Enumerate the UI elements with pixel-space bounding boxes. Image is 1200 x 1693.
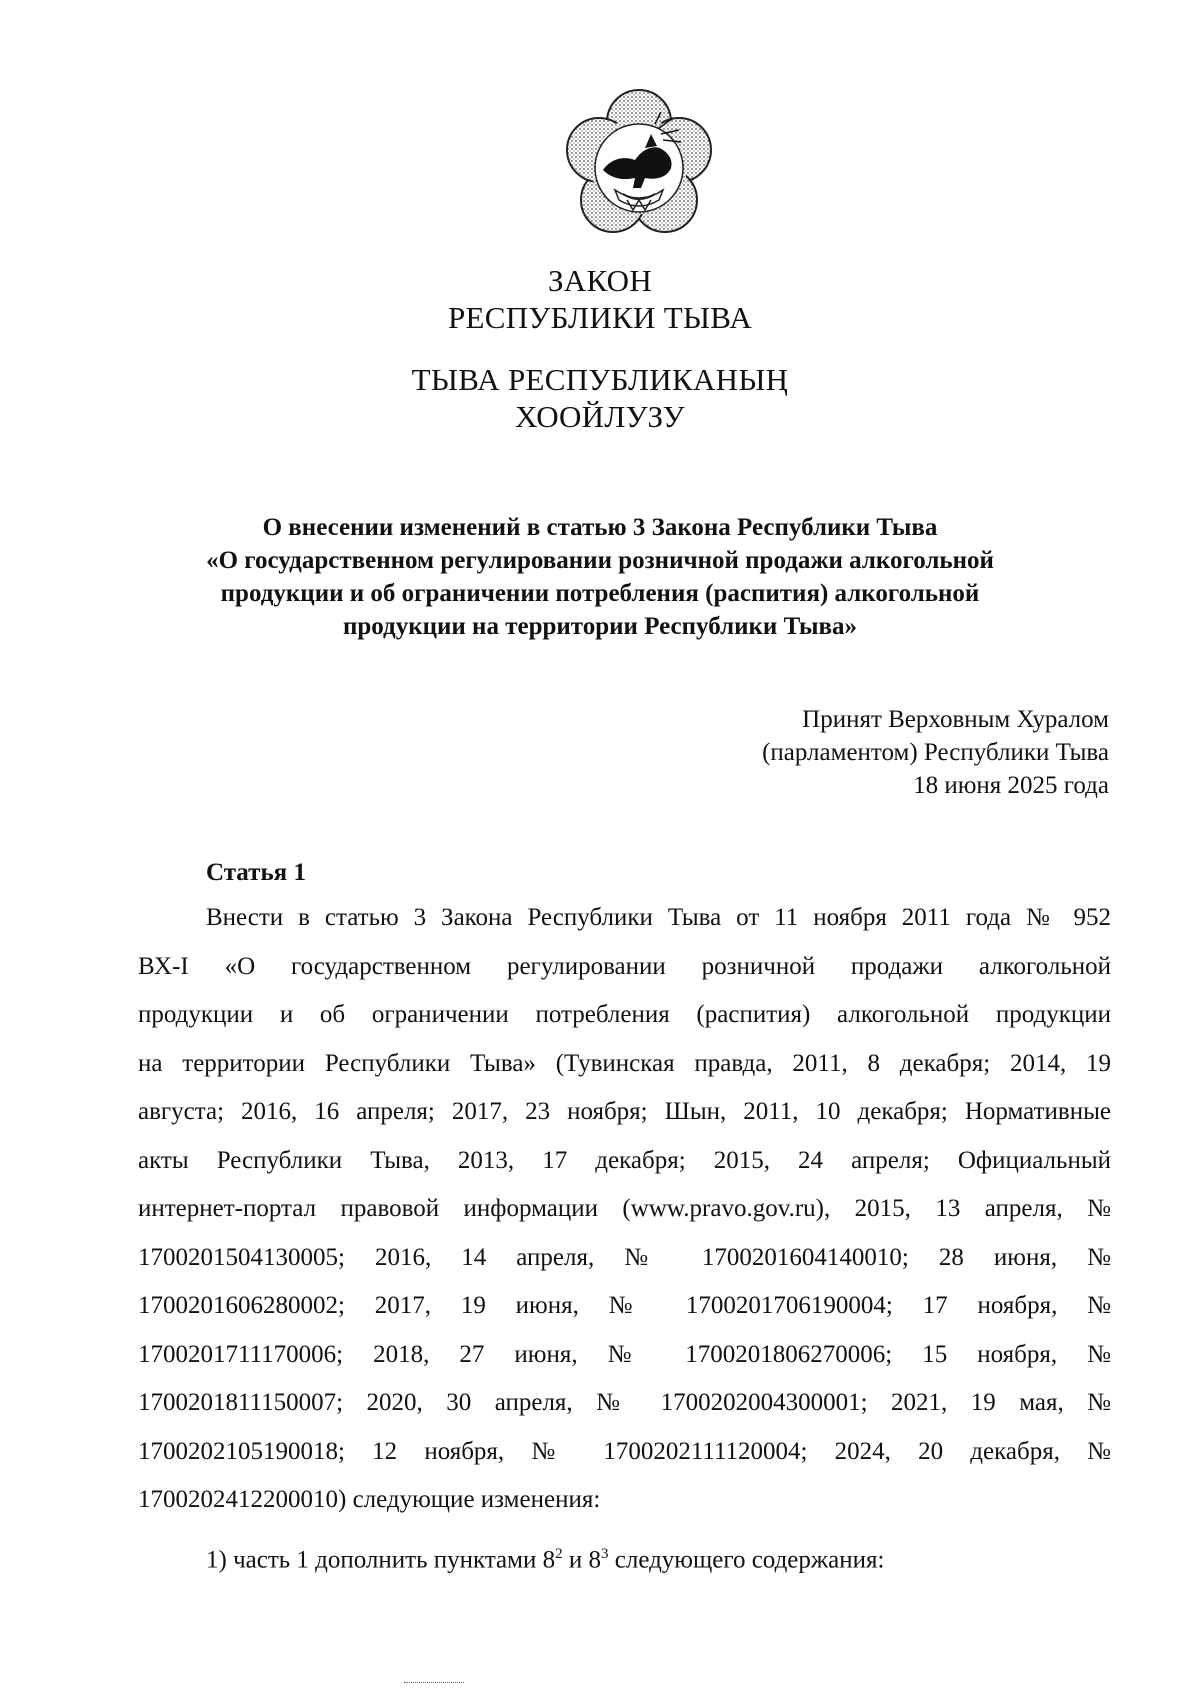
- title-line-3: продукции и об ограничении потребления (распития) алкогольной: [220, 580, 980, 607]
- superscript-2: 2: [555, 1546, 563, 1562]
- body-line: Внести в статью 3 Закона Республики Тыва от 11 ноября 2011 года № 952: [206, 904, 1111, 931]
- body-line: интернет-портал правовой информации (www.pravo.gov.ru), 2015, 13 апреля, №: [138, 1195, 1111, 1222]
- body-line: августа; 2016, 16 апреля; 2017, 23 ноября; Шын, 2011, 10 декабря; Нормативные: [138, 1098, 1111, 1125]
- heading-tv-line-1: ТЫВА РЕСПУБЛИКАНЫҢ: [411, 362, 789, 397]
- body-line: ВХ-I «О государственном регулировании розничной продажи алкогольной: [138, 952, 1111, 980]
- coat-of-arms-emblem: [563, 88, 715, 240]
- amendment-item-1: [206, 1534, 884, 1580]
- amendment-text-middle: и 8: [562, 1546, 601, 1574]
- body-line: 1700201504130005; 2016, 14 апреля, № 1700201604140010; 28 июня, №: [138, 1243, 1111, 1271]
- amendment-text-start: 1) часть 1 дополнить пунктами 8: [206, 1546, 556, 1574]
- article-heading: Статья 1: [206, 859, 306, 886]
- title-line-2: «О государственном регулировании розничной продажи алкогольной: [206, 547, 994, 574]
- body-line: на территории Республики Тыва» (Тувинская правда, 2011, 8 декабря; 2014, 19: [138, 1049, 1111, 1077]
- adoption-line-3: 18 июня 2025 года: [913, 772, 1109, 799]
- body-line: акты Республики Тыва, 2013, 17 декабря; 2015, 24 апреля; Официальный: [138, 1146, 1111, 1174]
- law-heading-ru: [0, 262, 1200, 336]
- adoption-line-2: (парламентом) Республики Тыва: [762, 739, 1109, 766]
- body-line: 1700201711170006; 2018, 27 июня, № 1700201806270006; 15 ноября, №: [138, 1340, 1111, 1368]
- body-line: 1700202412200010) следующие изменения:: [138, 1486, 601, 1513]
- body-line: 1700201811150007; 2020, 30 апреля, № 1700202004300001; 2021, 19 мая, №: [138, 1389, 1111, 1416]
- amendment-text-end: следующего содержания:: [608, 1546, 885, 1574]
- heading-ru-line-1: ЗАКОН: [547, 263, 653, 298]
- title-line-4: продукции на территории Республики Тыва»: [342, 613, 858, 640]
- body-line: продукции и об ограничении потребления (распития) алкогольной продукции: [138, 1001, 1111, 1028]
- body-line: 1700202105190018; 12 ноября, № 1700202111120004; 2024, 20 декабря, №: [138, 1437, 1111, 1465]
- title-line-1: О внесении изменений в статью 3 Закона Республики Тыва: [262, 514, 938, 541]
- adoption-note: [762, 703, 1109, 802]
- footer-scan-mark: [404, 1682, 464, 1683]
- heading-ru-line-2: РЕСПУБЛИКИ ТЫВА: [447, 300, 753, 335]
- law-title: [150, 511, 1050, 643]
- heading-tv-line-2: ХООЙЛУЗУ: [515, 399, 685, 434]
- body-line: 1700201606280002; 2017, 19 июня, № 1700201706190004; 17 ноября, №: [138, 1292, 1111, 1319]
- law-heading-tv: [0, 361, 1200, 435]
- superscript-3: 3: [601, 1546, 609, 1562]
- adoption-line-1: Принят Верховным Хуралом: [802, 706, 1109, 733]
- article-body: [138, 894, 1111, 1525]
